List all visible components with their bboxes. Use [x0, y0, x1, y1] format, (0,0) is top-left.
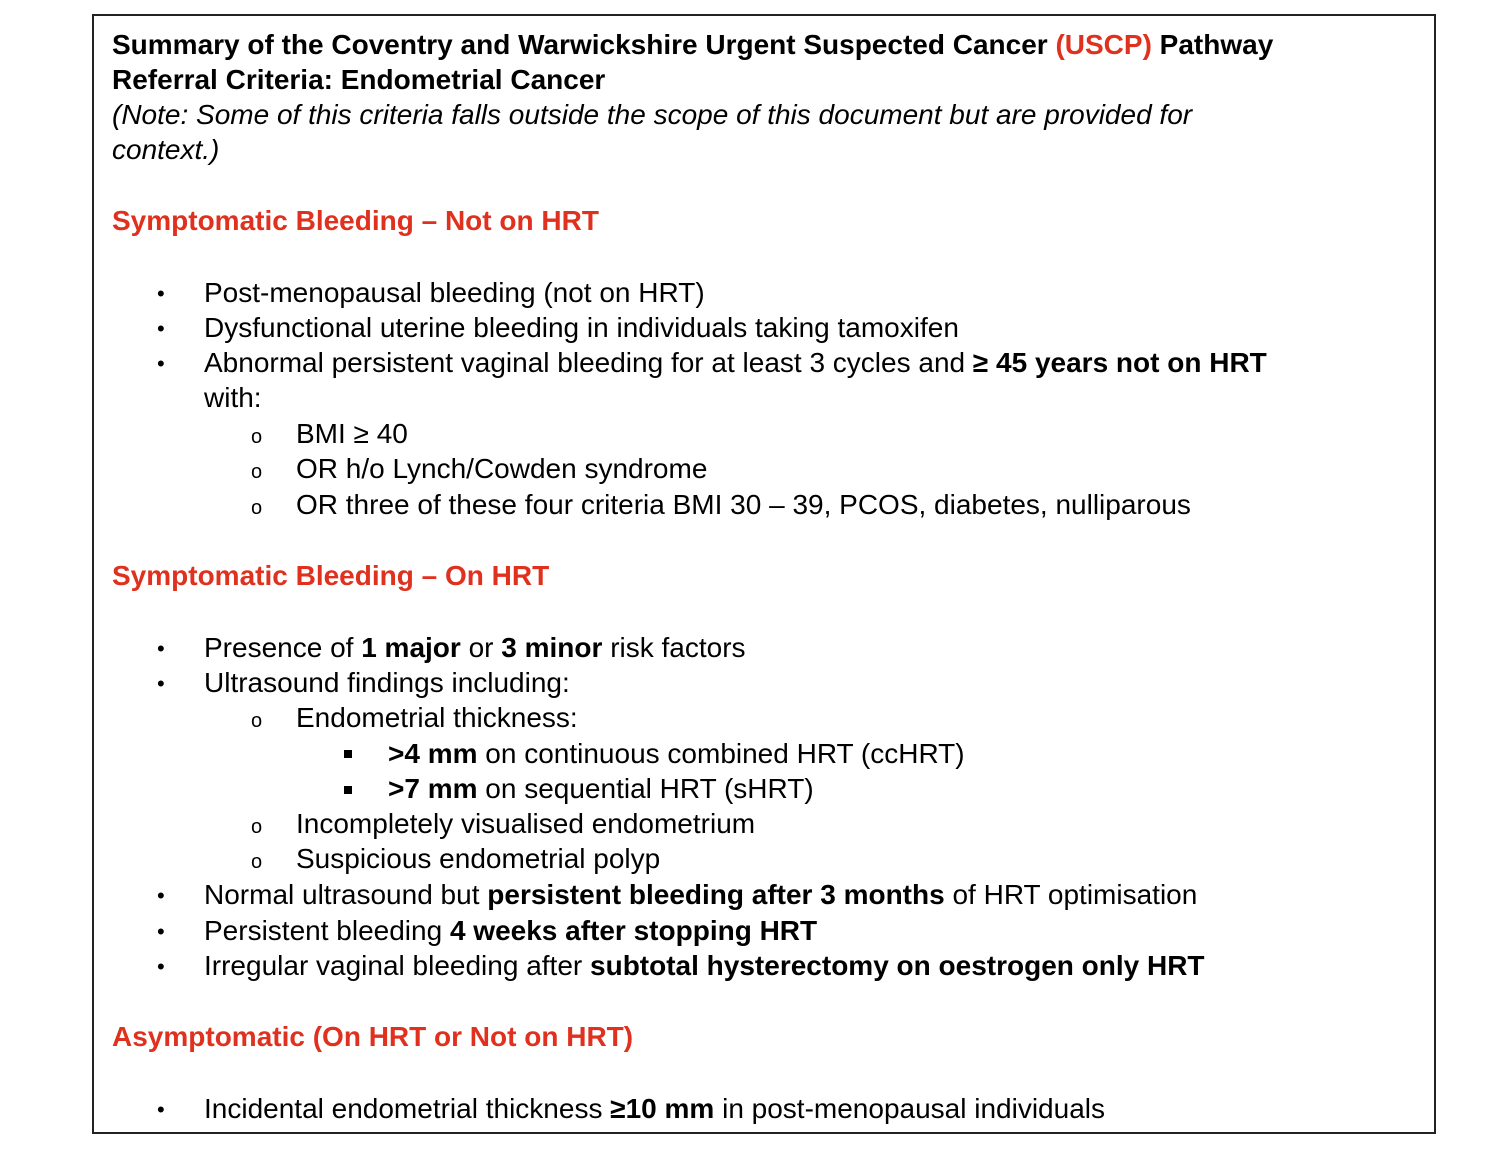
list-item: Dysfunctional uterine bleeding in individuals taking tamoxifen: [204, 312, 959, 343]
bullet-icon: •: [157, 883, 165, 908]
sub-list-item: Incompletely visualised endometrium: [296, 808, 756, 839]
section-heading-not-on-hrt: Symptomatic Bleeding – Not on HRT: [112, 205, 599, 236]
bullet-icon: •: [157, 919, 165, 944]
square-bullet-icon: [344, 786, 352, 794]
list-item: Persistent bleeding 4 weeks after stopping HRT: [204, 915, 818, 946]
bullet-icon: •: [157, 281, 165, 306]
document-title: Summary of the Coventry and Warwickshire Urgent Suspected Cancer (USCP) Pathway: [112, 29, 1274, 60]
sub-list-item: OR h/o Lynch/Cowden syndrome: [296, 453, 708, 484]
bullet-icon: •: [157, 671, 165, 696]
sub-sub-list-item: >4 mm on continuous combined HRT (ccHRT): [388, 738, 965, 769]
scope-note-line1: (Note: Some of this criteria falls outside the scope of this document but are provided for: [112, 99, 1193, 130]
circle-bullet-icon: o: [251, 461, 263, 483]
circle-bullet-icon: o: [251, 426, 263, 448]
list-item: Post-menopausal bleeding (not on HRT): [204, 277, 705, 308]
list-item: Abnormal persistent vaginal bleeding for at least 3 cycles and ≥ 45 years not on HRT: [204, 347, 1267, 378]
bullet-icon: •: [157, 954, 165, 979]
circle-bullet-icon: o: [251, 851, 263, 873]
bullet-icon: •: [157, 316, 165, 341]
square-bullet-icon: [344, 750, 352, 758]
list-item: Normal ultrasound but persistent bleeding after 3 months of HRT optimisation: [204, 879, 1198, 910]
bullet-icon: •: [157, 636, 165, 661]
sub-list-item: Suspicious endometrial polyp: [296, 843, 661, 874]
list-item: Presence of 1 major or 3 minor risk factors: [204, 632, 746, 663]
circle-bullet-icon: o: [251, 816, 263, 838]
section-heading-on-hrt: Symptomatic Bleeding – On HRT: [112, 560, 550, 591]
circle-bullet-icon: o: [251, 497, 263, 519]
sub-list-item: BMI ≥ 40: [296, 418, 408, 449]
document-subtitle: Referral Criteria: Endometrial Cancer: [112, 64, 606, 95]
sub-list-item: Endometrial thickness:: [296, 702, 578, 733]
list-item: Irregular vaginal bleeding after subtotal hysterectomy on oestrogen only HRT: [204, 950, 1205, 981]
sub-sub-list-item: >7 mm on sequential HRT (sHRT): [388, 773, 814, 804]
bullet-icon: •: [157, 351, 165, 376]
bullet-icon: •: [157, 1097, 165, 1122]
sub-list-item: OR three of these four criteria BMI 30 – 39, PCOS, diabetes, nulliparous: [296, 489, 1191, 520]
section-heading-asymptomatic: Asymptomatic (On HRT or Not on HRT): [112, 1021, 634, 1052]
uscp-acronym: (USCP): [1055, 29, 1152, 60]
scope-note-line2: context.): [112, 134, 220, 165]
list-item-continuation: with:: [204, 382, 262, 413]
circle-bullet-icon: o: [251, 710, 263, 732]
list-item: Ultrasound findings including:: [204, 667, 570, 698]
list-item: Incidental endometrial thickness ≥10 mm in post-menopausal individuals: [204, 1093, 1105, 1124]
